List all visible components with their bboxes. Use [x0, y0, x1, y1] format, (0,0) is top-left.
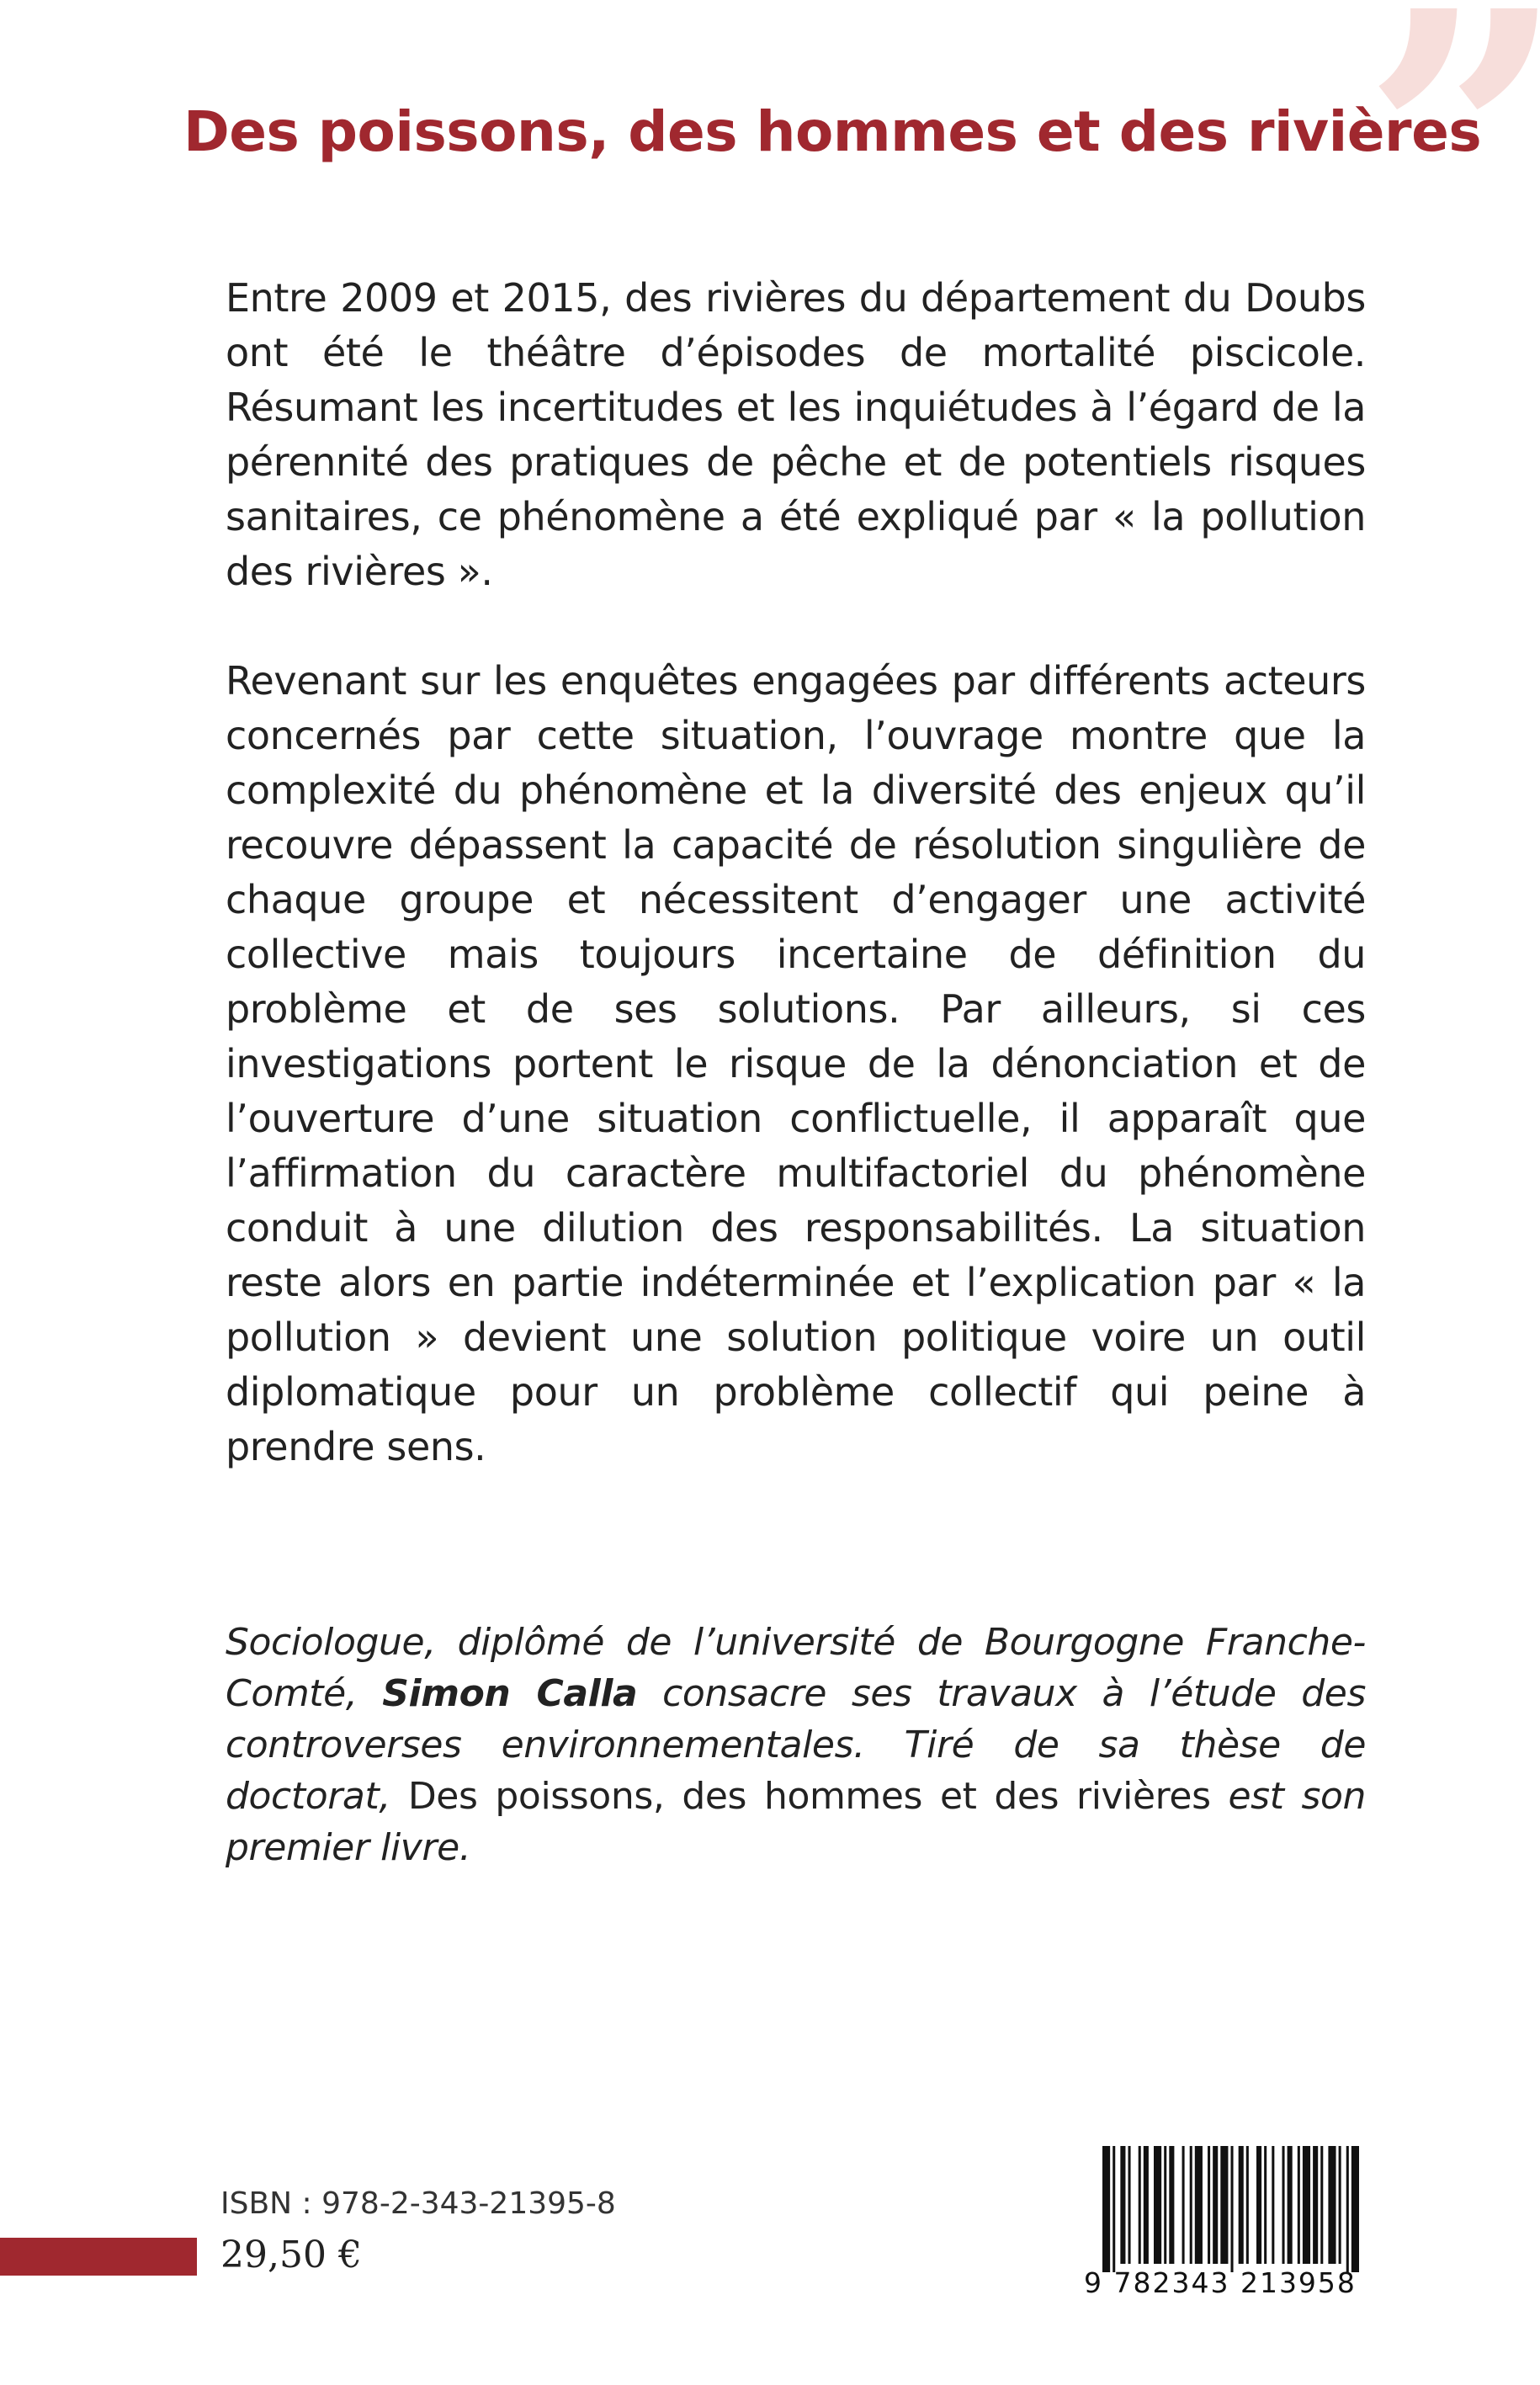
book-title: Des poissons, des hommes et des rivières — [183, 99, 1482, 164]
barcode-bar — [1182, 2146, 1185, 2264]
summary-paragraph-1: Entre 2009 et 2015, des rivières du département du Doubs ont été le théâtre d’épisodes de mortalité piscicole. Résumant les incertitudes et les inquiétudes à l’égard de la pérennité des pratiques de pêche et de potentiels risques sanitaires, ce phénomène a été expliqué par « la pollution des rivières ». — [226, 275, 1366, 594]
bio-book-title: Des poissons, des hommes et des rivières — [407, 1775, 1211, 1818]
bio-text-3: est son premier livre. — [226, 1775, 1366, 1869]
barcode-bar — [1246, 2146, 1249, 2264]
barcode-bar — [1213, 2146, 1218, 2264]
barcode-bar — [1220, 2146, 1228, 2264]
barcode-bar — [1272, 2146, 1274, 2264]
barcode-bar — [1190, 2146, 1192, 2264]
barcode-bar — [1303, 2146, 1310, 2264]
barcode-bar — [1208, 2146, 1210, 2264]
barcode-bar — [1113, 2146, 1115, 2272]
barcode-bar — [1195, 2146, 1203, 2264]
author-bio — [226, 1617, 1366, 1873]
accent-bar — [0, 2238, 197, 2276]
barcode-bar — [1320, 2146, 1323, 2264]
isbn: ISBN : 978-2-343-21395-8 — [220, 2186, 616, 2221]
bio-text-1: Sociologue, diplômé de l’université de Bourgogne Franche-Comté, — [226, 1621, 1366, 1715]
barcode-bar — [1346, 2146, 1349, 2272]
barcode-bar — [1313, 2146, 1318, 2264]
barcode-bar — [1169, 2146, 1174, 2264]
barcode-bar — [1298, 2146, 1300, 2264]
barcode-bar — [1339, 2146, 1341, 2264]
barcode-bar — [1282, 2146, 1285, 2264]
barcode-bar — [1351, 2146, 1359, 2272]
barcode-bar — [1139, 2146, 1141, 2264]
barcode-bar — [1102, 2146, 1110, 2272]
bio-text-2: consacre ses travaux à l’étude des controverses environnementales. Tiré de sa thèse de doctorat, — [226, 1672, 1366, 1818]
barcode-bar — [1256, 2146, 1261, 2264]
barcode-bar — [1154, 2146, 1161, 2264]
barcode-bar — [1239, 2146, 1244, 2264]
barcode-icon — [1102, 2146, 1359, 2272]
author-name: Simon Calla — [382, 1672, 638, 1715]
summary-paragraph-2: Revenant sur les enquêtes engagées par différents acteurs concernés par cette situation, l’ouvrage montre que la complexité du phénomène et la diversité des enjeux qu’il recouvre dépassent la capacité de résolution singulière de chaque groupe et nécessitent d’engager une activité collective mais toujours incertaine de définition du problème et de ses solutions. Par ailleurs, si ces investigations portent le risque de la dénonciation et de l’ouverture d’une situation conflictuelle, il apparaît que l’affirmation du caractère multifactoriel du phénomène conduit à une dilution des responsabilités. La situation reste alors en partie indéterminée et l’explication par « la pollution » devient une solution politique voire un outil diplomatique pour un problème collectif qui peine à prendre sens. — [226, 658, 1366, 1469]
barcode-bar — [1144, 2146, 1149, 2264]
decorative-quote-mark: ” — [1362, 0, 1540, 350]
price: 29,50 € — [220, 2234, 362, 2276]
barcode-bar — [1128, 2146, 1131, 2264]
barcode-bar — [1120, 2146, 1125, 2264]
barcode-bar — [1288, 2146, 1293, 2264]
barcode-bar — [1264, 2146, 1267, 2264]
barcode-bar — [1328, 2146, 1336, 2264]
barcode-bar — [1164, 2146, 1166, 2264]
barcode-digits: 9 782343 213958 — [1084, 2266, 1357, 2299]
barcode-bar — [1231, 2146, 1234, 2272]
